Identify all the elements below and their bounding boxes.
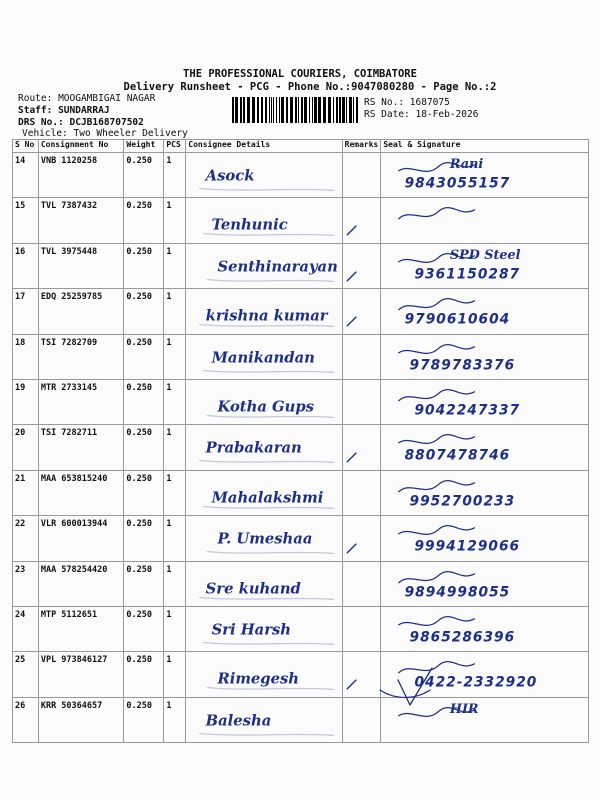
- vehicle-label: Vehicle:: [22, 128, 68, 139]
- pcs-cell: 1: [164, 425, 186, 470]
- barcode-bar: [298, 97, 299, 123]
- table-row: [13, 516, 589, 561]
- seal-signature-cell: [381, 561, 589, 606]
- remarks-cell: [342, 606, 381, 651]
- consignee-cell: [186, 516, 342, 561]
- signature-name: HIR: [450, 701, 479, 717]
- remark-stroke: [347, 453, 356, 462]
- barcode-bar: [323, 97, 326, 123]
- pen-underline: [200, 733, 334, 735]
- barcode-bar: [318, 97, 321, 123]
- runsheet-title: Delivery Runsheet - PCG - Phone No.:9047080280 - Page No.:2: [123, 81, 497, 93]
- pen-underline: [204, 506, 334, 508]
- table-row: [13, 425, 589, 470]
- barcode-bar: [235, 97, 238, 123]
- consignment-cell: TSI 7282709: [38, 334, 124, 379]
- barcode-bar: [349, 97, 352, 123]
- sno-cell: 15: [13, 198, 39, 243]
- pen-underline: [200, 325, 334, 327]
- signature-phone: 9790610604: [404, 311, 511, 328]
- signature-phone: 9865286396: [409, 629, 516, 646]
- seal-signature-cell: [381, 153, 589, 198]
- weight-cell: 0.250: [124, 153, 164, 198]
- barcode-bar: [309, 97, 310, 123]
- remark-stroke: [347, 544, 356, 553]
- consignment-cell: KRR 50364657: [38, 697, 124, 742]
- sno-cell: 22: [13, 516, 39, 561]
- barcode-bar: [336, 97, 338, 123]
- consignee-cell: [186, 470, 342, 515]
- barcode-bar: [276, 97, 277, 123]
- seal-signature-cell: [381, 243, 589, 288]
- consignee-handwriting: Balesha: [205, 712, 272, 730]
- remarks-cell: [342, 153, 381, 198]
- consignment-cell: MAA 653815240: [38, 470, 124, 515]
- signature-scribble: [399, 480, 475, 491]
- consignment-cell: VLR 600013944: [38, 516, 124, 561]
- table-row: [13, 334, 589, 379]
- vehicle-line: [22, 128, 188, 139]
- signature-phone: 8807478746: [404, 447, 511, 464]
- barcode-bar: [265, 97, 267, 123]
- pcs-cell: 1: [164, 606, 186, 651]
- consignment-cell: MTR 2733145: [38, 379, 124, 424]
- vehicle-value: Two Wheeler Delivery: [73, 128, 188, 139]
- route-value: MOOGAMBIGAI NAGAR: [58, 93, 156, 104]
- table-row: [13, 652, 589, 697]
- remark-stroke: [347, 227, 356, 236]
- barcode-bar: [353, 97, 354, 123]
- pen-underline: [204, 642, 334, 644]
- col-weight: Weight: [124, 140, 164, 153]
- barcode-bar: [271, 97, 272, 123]
- barcode-bar: [247, 97, 250, 123]
- rs-date-label: RS Date:: [364, 109, 410, 120]
- weight-cell: 0.250: [124, 561, 164, 606]
- consignment-cell: VPL 973846127: [38, 652, 124, 697]
- barcode-bar: [281, 97, 284, 123]
- weight-cell: 0.250: [124, 425, 164, 470]
- seal-signature-cell: [381, 425, 589, 470]
- weight-cell: 0.250: [124, 652, 164, 697]
- drs-line: [18, 117, 144, 128]
- col-pcs: PCS: [164, 140, 186, 153]
- barcode-bar: [243, 97, 245, 123]
- drs-value: DCJB168707502: [69, 117, 144, 128]
- weight-cell: 0.250: [124, 198, 164, 243]
- consignee-handwriting: Sre kuhand: [205, 580, 302, 598]
- table-row: [13, 470, 589, 515]
- pcs-cell: 1: [164, 379, 186, 424]
- consignee-handwriting: Senthinarayan: [217, 258, 339, 276]
- staff-label: Staff:: [18, 105, 53, 116]
- weight-cell: 0.250: [124, 334, 164, 379]
- barcode: [232, 97, 360, 123]
- remarks-cell: [342, 198, 381, 243]
- signature-scribble: [399, 526, 475, 535]
- col-seal-signature: Seal & Signature: [381, 140, 589, 153]
- seal-signature-cell: [381, 379, 589, 424]
- signature-phone: 9789783376: [409, 357, 516, 374]
- pen-underline: [208, 552, 334, 554]
- signature-scribble: [399, 571, 475, 582]
- col-consignee: Consignee Details: [186, 140, 342, 153]
- signature-name: Rani: [450, 156, 484, 172]
- barcode-bar: [279, 97, 280, 123]
- weight-cell: 0.250: [124, 606, 164, 651]
- signature-scribble: [399, 435, 475, 444]
- col-remarks: Remarks: [342, 140, 381, 153]
- consignee-cell: [186, 289, 342, 334]
- barcode-bar: [312, 97, 313, 123]
- consignee-cell: [186, 153, 342, 198]
- barcode-bar: [328, 97, 331, 123]
- signature-scribble: [399, 344, 475, 353]
- sno-cell: 21: [13, 470, 39, 515]
- runsheet-table: [12, 139, 589, 743]
- pen-underline: [200, 597, 334, 599]
- pcs-cell: 1: [164, 561, 186, 606]
- consignee-cell: [186, 198, 342, 243]
- remarks-cell: [342, 425, 381, 470]
- seal-signature-cell: [381, 289, 589, 334]
- barcode-bar: [240, 97, 242, 123]
- sno-cell: 19: [13, 379, 39, 424]
- consignee-handwriting: Asock: [205, 167, 255, 185]
- consignment-cell: MTP 5112651: [38, 606, 124, 651]
- consignment-cell: MAA 578254420: [38, 561, 124, 606]
- barcode-bar: [301, 97, 303, 123]
- barcode-bar: [257, 97, 259, 123]
- remarks-cell: [342, 243, 381, 288]
- pcs-cell: 1: [164, 153, 186, 198]
- signature-phone: 9952700233: [409, 493, 516, 510]
- remarks-cell: [342, 561, 381, 606]
- consignment-cell: TSI 7282711: [38, 425, 124, 470]
- signature-scribble: [399, 662, 475, 673]
- seal-signature-cell: [381, 652, 589, 697]
- barcode-bar: [339, 97, 341, 123]
- weight-cell: 0.250: [124, 243, 164, 288]
- pen-underline: [208, 415, 334, 417]
- remarks-cell: [342, 697, 381, 742]
- consignee-handwriting: krishna kumar: [205, 307, 328, 325]
- table-row: [13, 561, 589, 606]
- seal-signature-cell: [381, 606, 589, 651]
- rs-date-value: 18-Feb-2026: [415, 109, 479, 120]
- sno-cell: 17: [13, 289, 39, 334]
- pen-underline: [208, 279, 334, 281]
- sno-cell: 24: [13, 606, 39, 651]
- signature-scribble: [399, 390, 475, 401]
- consignee-handwriting: Manikandan: [211, 349, 316, 367]
- pcs-cell: 1: [164, 198, 186, 243]
- staff-value: SUNDARRAJ: [58, 105, 110, 116]
- weight-cell: 0.250: [124, 516, 164, 561]
- weight-cell: 0.250: [124, 470, 164, 515]
- consignee-cell: [186, 561, 342, 606]
- consignment-cell: TVL 7387432: [38, 198, 124, 243]
- consignee-cell: [186, 606, 342, 651]
- signature-scribble: [399, 208, 475, 219]
- rs-date-line: [364, 109, 478, 120]
- sno-cell: 16: [13, 243, 39, 288]
- signature-phone: 9994129066: [414, 538, 521, 555]
- pcs-cell: 1: [164, 243, 186, 288]
- weight-cell: 0.250: [124, 289, 164, 334]
- seal-signature-cell: [381, 697, 589, 742]
- table-row: [13, 289, 589, 334]
- rs-no-label: RS No.:: [364, 97, 405, 108]
- remark-stroke: [347, 272, 356, 281]
- weight-cell: 0.250: [124, 379, 164, 424]
- consignment-cell: TVL 3975448: [38, 243, 124, 288]
- consignment-cell: EDQ 25259785: [38, 289, 124, 334]
- signature-name: SPD Steel: [450, 247, 521, 263]
- pcs-cell: 1: [164, 516, 186, 561]
- route-label: Route:: [18, 93, 53, 104]
- pen-underline: [200, 461, 334, 463]
- barcode-bar: [333, 97, 334, 123]
- remarks-cell: [342, 289, 381, 334]
- drs-label: DRS No.:: [18, 117, 64, 128]
- consignee-cell: [186, 652, 342, 697]
- sno-cell: 14: [13, 153, 39, 198]
- seal-signature-cell: [381, 198, 589, 243]
- barcode-bar: [346, 97, 347, 123]
- col-sno: S No: [13, 140, 39, 153]
- barcode-bar: [273, 97, 274, 123]
- barcode-bar: [232, 97, 234, 123]
- remark-stroke: [347, 317, 356, 326]
- sno-cell: 20: [13, 425, 39, 470]
- pen-underline: [200, 188, 334, 190]
- table-header-row: [13, 140, 589, 153]
- pcs-cell: 1: [164, 652, 186, 697]
- pen-underline: [204, 234, 334, 236]
- consignee-handwriting: Kotha Gups: [217, 398, 315, 416]
- consignee-handwriting: P. Umeshaa: [217, 530, 313, 548]
- seal-signature-cell: [381, 470, 589, 515]
- consignee-handwriting: Mahalakshmi: [211, 489, 324, 507]
- remarks-cell: [342, 470, 381, 515]
- barcode-bar: [261, 97, 263, 123]
- weight-cell: 0.250: [124, 697, 164, 742]
- barcode-bar: [269, 97, 270, 123]
- pen-underline: [204, 370, 334, 372]
- barcode-bar: [252, 97, 255, 123]
- barcode-bar: [304, 97, 307, 123]
- barcode-bar: [342, 97, 345, 123]
- remarks-cell: [342, 379, 381, 424]
- signature-phone: 9042247337: [414, 402, 521, 419]
- table-row: [13, 697, 589, 742]
- consignee-cell: [186, 425, 342, 470]
- remark-stroke: [347, 680, 356, 689]
- barcode-bar: [356, 97, 358, 123]
- sno-cell: 23: [13, 561, 39, 606]
- route-line: [18, 93, 155, 104]
- consignee-cell: [186, 243, 342, 288]
- pen-underline: [208, 688, 334, 690]
- barcode-bar: [295, 97, 297, 123]
- seal-signature-cell: [381, 334, 589, 379]
- table-row: [13, 153, 589, 198]
- consignee-cell: [186, 379, 342, 424]
- pcs-cell: 1: [164, 697, 186, 742]
- consignee-handwriting: Sri Harsh: [211, 621, 292, 639]
- col-consignment: Consignment No: [38, 140, 124, 153]
- consignee-cell: [186, 334, 342, 379]
- table-row: [13, 379, 589, 424]
- sno-cell: 25: [13, 652, 39, 697]
- signature-phone: 0422-2332920: [414, 674, 538, 691]
- signature-phone: 9894998055: [404, 584, 511, 601]
- consignee-cell: [186, 697, 342, 742]
- sno-cell: 18: [13, 334, 39, 379]
- table-row: [13, 198, 589, 243]
- pcs-cell: 1: [164, 334, 186, 379]
- consignee-handwriting: Rimegesh: [217, 670, 300, 688]
- consignee-handwriting: Prabakaran: [205, 439, 303, 457]
- sno-cell: 26: [13, 697, 39, 742]
- signature-phone: 9361150287: [414, 266, 521, 283]
- pcs-cell: 1: [164, 289, 186, 334]
- seal-signature-cell: [381, 516, 589, 561]
- barcode-bar: [290, 97, 293, 123]
- remarks-cell: [342, 652, 381, 697]
- remarks-cell: [342, 516, 381, 561]
- consignment-cell: VNB 1120258: [38, 153, 124, 198]
- company-title: THE PROFESSIONAL COURIERS, COIMBATORE: [183, 68, 417, 80]
- consignee-handwriting: Tenhunic: [211, 216, 288, 234]
- staff-line: [18, 105, 110, 116]
- signature-scribble: [399, 617, 475, 626]
- rs-no-line: [364, 97, 450, 108]
- rs-no-value: 1687075: [409, 97, 450, 108]
- signature-phone: 9843055157: [404, 175, 511, 192]
- signature-scribble: [399, 299, 475, 310]
- barcode-bar: [286, 97, 288, 123]
- table-row: [13, 606, 589, 651]
- pcs-cell: 1: [164, 470, 186, 515]
- barcode-bar: [314, 97, 317, 123]
- table-row: [13, 243, 589, 288]
- remarks-cell: [342, 334, 381, 379]
